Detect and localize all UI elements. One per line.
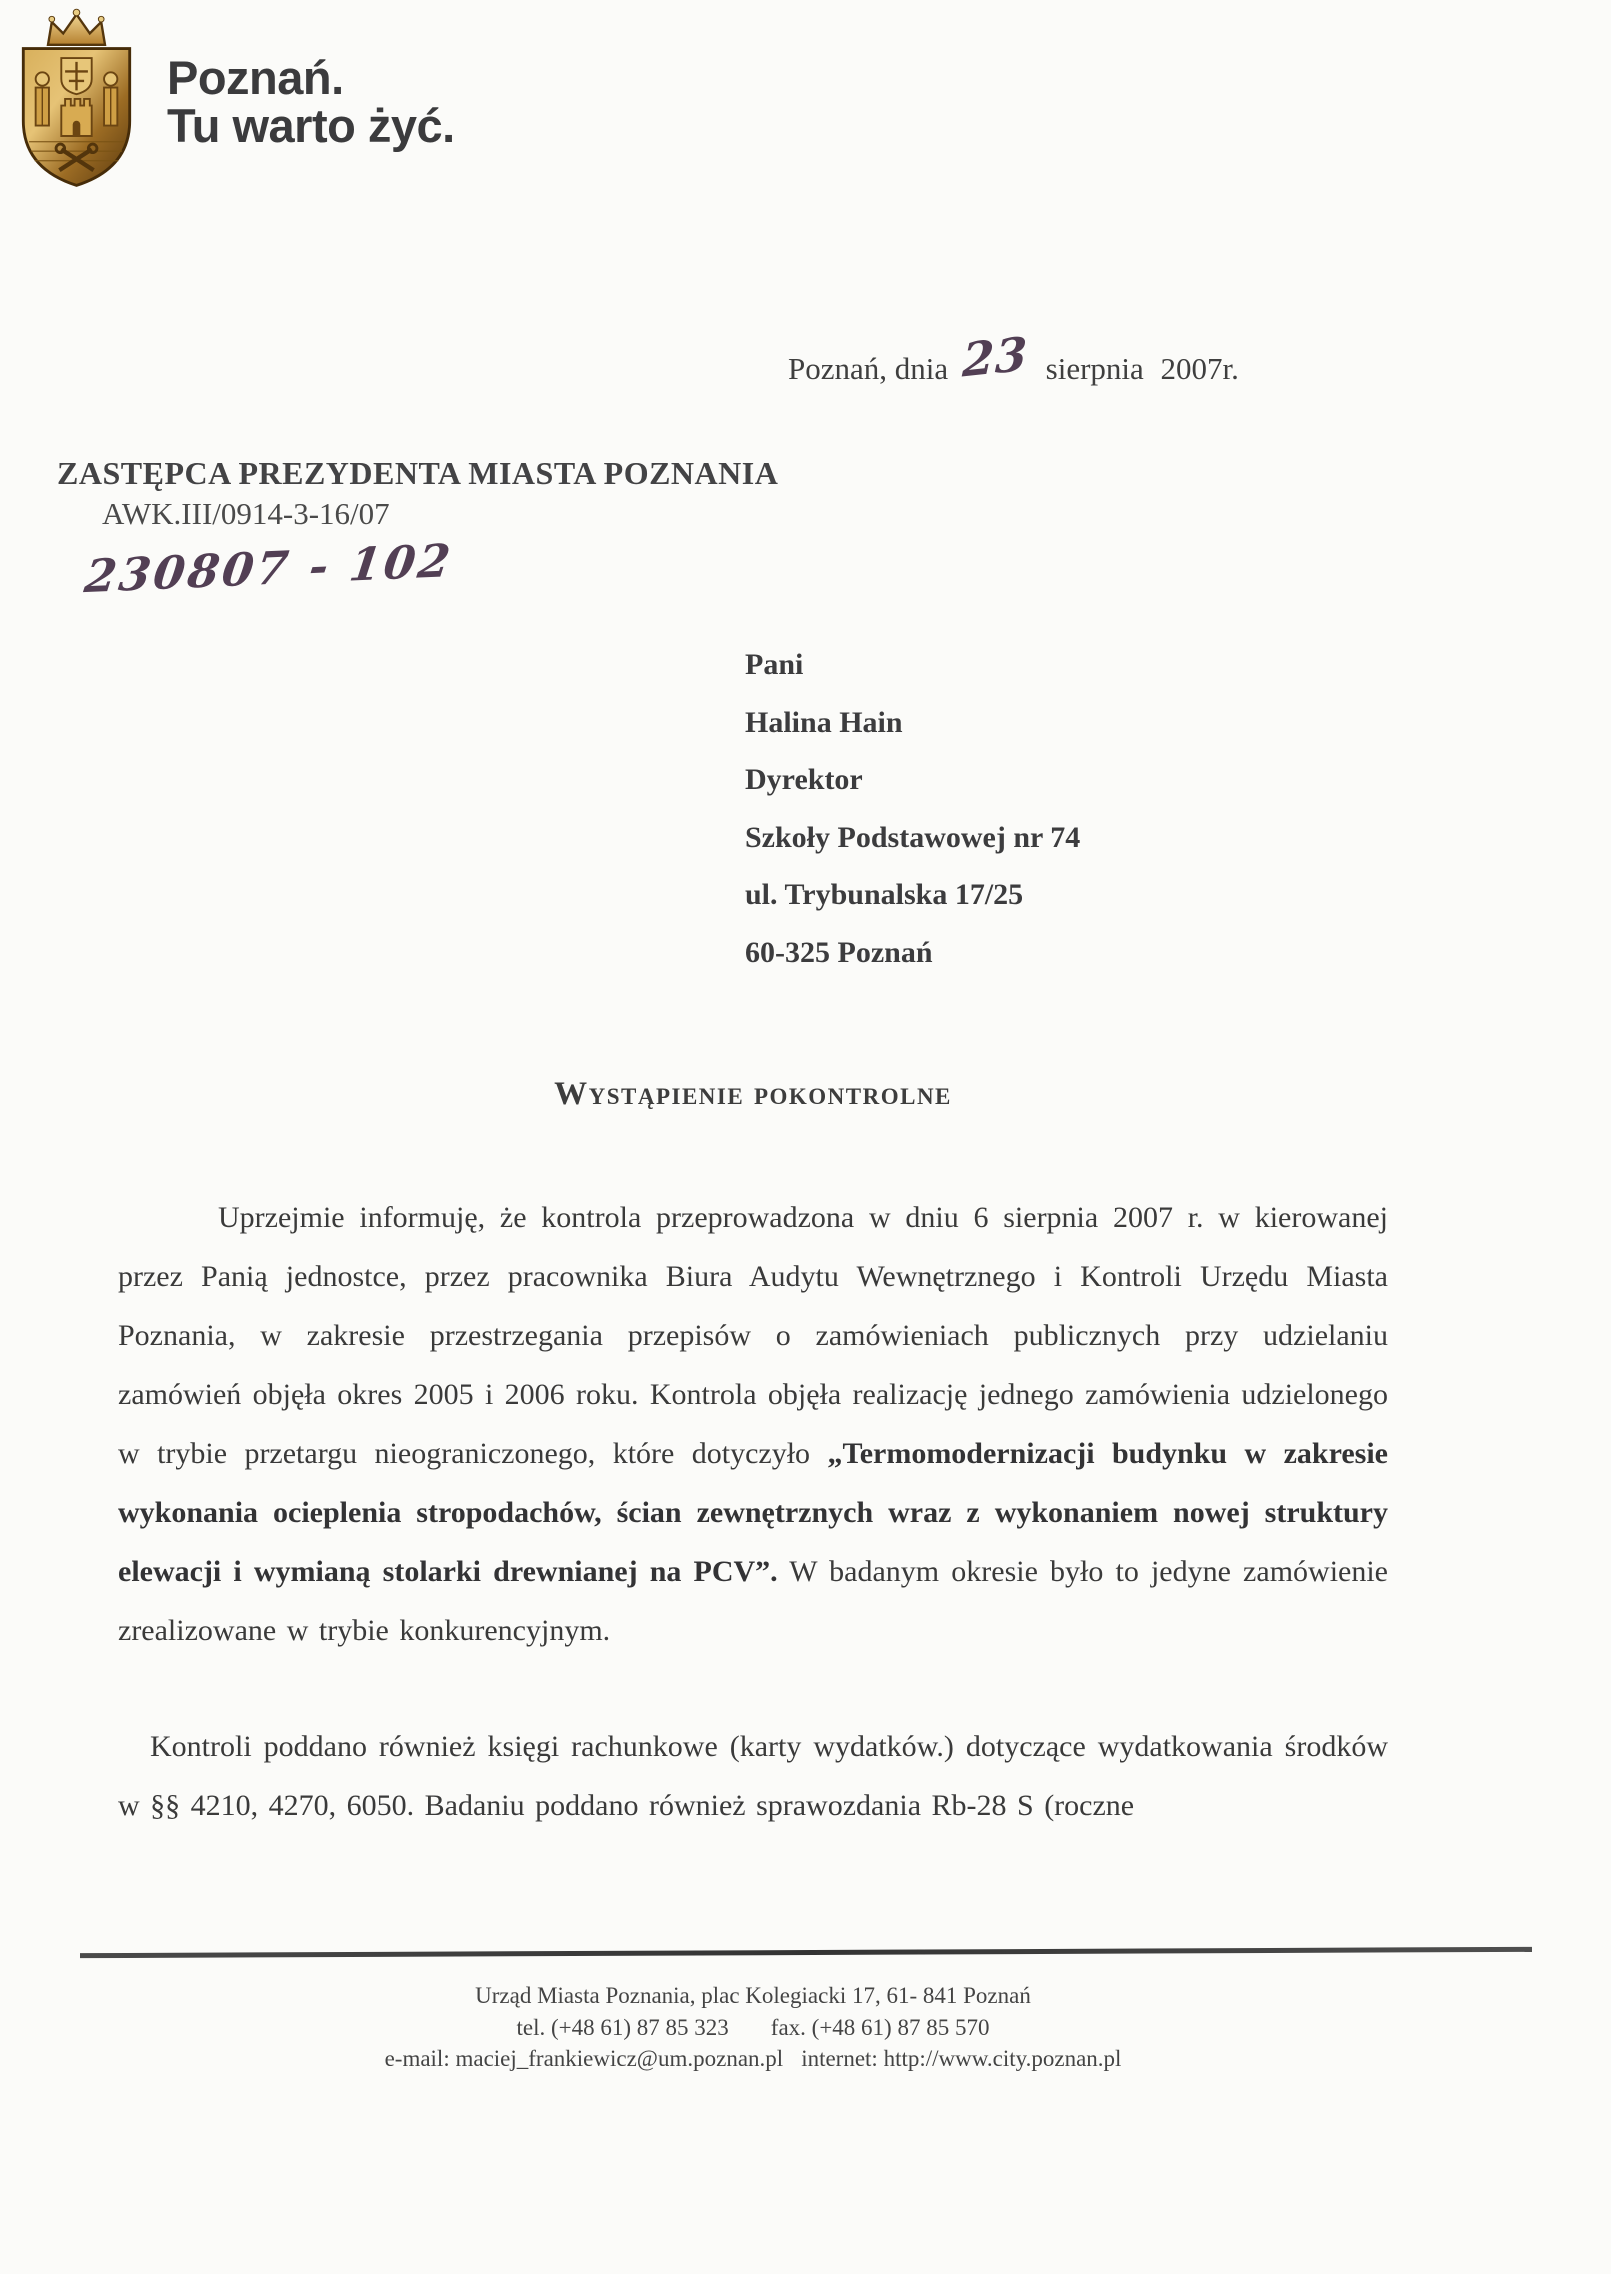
recipient-line: Dyrektor: [745, 763, 863, 796]
sender-reference-number: AWK.III/0914-3-16/07: [102, 496, 390, 531]
date-suffix: sierpnia 2007r.: [1045, 351, 1239, 386]
logo-text: [167, 51, 455, 152]
recipient-line: ul. Trybunalska 17/25: [745, 878, 1024, 911]
sender-title: ZASTĘPCA PREZYDENTA MIASTA POZNANIA: [57, 455, 779, 491]
city-logo: [10, 6, 455, 190]
paragraph1-normal-end: W badanym okresie było to jedyne zamówienie zrealizowane w trybie konkurencyjnym.: [118, 1555, 1388, 1647]
footer-internet: internet: http://www.city.poznan.pl: [801, 2046, 1122, 2071]
date-line: [788, 326, 1239, 390]
poznan-coat-of-arms-icon: [10, 6, 143, 190]
footer-address: Urząd Miasta Poznania, plac Kolegiacki 17, 61- 841 Poznań: [475, 1983, 1031, 2008]
footer-divider: [80, 1947, 1532, 1958]
handwritten-filing-note: 230807 - 102: [81, 533, 457, 604]
paragraph1-bold-quote: „Termomodernizacji budynku w zakresie wykonania ocieplenia stropodachów, ścian zewnętrznych wraz z wykonaniem nowej struktury elewacji i wymianą stolarki drewnianej na PCV”.: [118, 1437, 1388, 1588]
letter-body: [118, 1188, 1388, 1835]
footer-tel: tel. (+48 61) 87 85 323: [516, 2014, 729, 2040]
recipient-line: Pani: [745, 648, 804, 681]
logo-brand-line1: Poznań.: [167, 51, 344, 104]
date-prefix: Poznań, dnia: [788, 351, 949, 386]
footer-web-line: [118, 2043, 1388, 2075]
footer-fax: fax. (+48 61) 87 85 570: [770, 2014, 990, 2040]
logo-brand-line2: Tu warto żyć.: [167, 99, 455, 152]
paragraph1-normal-start: Uprzejmie informuję, że kontrola przeprowadzona w dniu 6 sierpnia 2007 r. w kierowanej przez Panią jednostce, przez pracownika Biura Audytu Wewnętrznego i Kontroli Urzędu Miasta Poznania, w zakresie przestrzegania przepisów o zamówieniach publicznych przy udzielaniu zamówień objęła okres 2005 i 2006 roku. Kontrola objęła realizację jednego zamówienia udzielonego w trybie przetargu nieograniczonego, które dotyczyło: [118, 1201, 1388, 1470]
document-title: Wystąpienie pokontrolne: [554, 1076, 952, 1112]
recipient-line: Halina Hain: [745, 705, 903, 739]
sender-block: [57, 455, 779, 604]
body-paragraph-2: Kontroli poddano również księgi rachunkowe (karty wydatków.) dotyczące wydatkowania środków w §§ 4210, 4270, 6050. Badaniu poddano również sprawozdania Rb-28 S (roczne: [118, 1730, 1388, 1822]
letter-footer: [118, 1980, 1388, 2075]
handwritten-day: 23: [961, 326, 1029, 388]
body-paragraph-1: [118, 1188, 1388, 1660]
footer-phone-line: [118, 2012, 1388, 2044]
recipient-block: [745, 636, 1080, 981]
footer-email: e-mail: maciej_frankiewicz@um.poznan.pl: [384, 2046, 784, 2071]
recipient-line: Szkoły Podstawowej nr 74: [745, 820, 1081, 854]
recipient-line: 60-325 Poznań: [745, 935, 933, 969]
